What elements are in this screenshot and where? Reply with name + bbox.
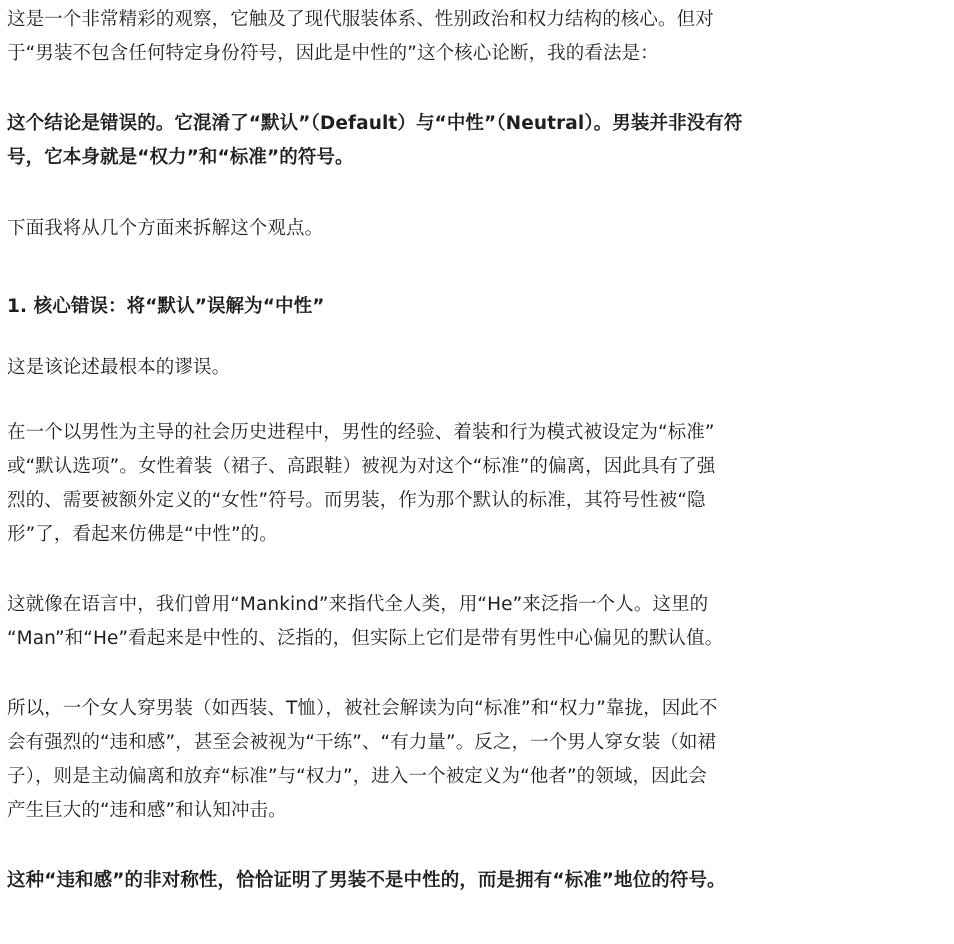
text-line: 这是一个非常精彩的观察，它触及了现代服装体系、性别政治和权力结构的核心。但对 (7, 9, 714, 30)
language-paragraph (7, 588, 723, 656)
text-line: 这就像在语言中，我们曾用“Mankind”来指代全人类，用“He”来泛指一个人。这里的 (7, 594, 709, 615)
text-line: “Man”和“He”看起来是中性的、泛指的，但实际上它们是带有男性中心偏见的默认值。 (7, 628, 724, 649)
text-line: 形”了，看起来仿佛是“中性”的。 (7, 524, 278, 545)
intro-paragraph (7, 3, 714, 71)
text-line: 烈的、需要被额外定义的“女性”符号。而男装，作为那个默认的标准，其符号性被“隐 (7, 490, 706, 511)
conclusion-paragraph (7, 864, 726, 898)
text-line: 这个结论是错误的。它混淆了“默认”（Default）与“中性”（Neutral）。男装并非没有符 (7, 113, 743, 134)
text-line: 这种“违和感”的非对称性，恰恰证明了男装不是中性的，而是拥有“标准”地位的符号。 (7, 870, 726, 891)
text-line: 号，它本身就是“权力”和“标准”的符号。 (7, 147, 354, 168)
text-line: 子），则是主动偏离和放弃“标准”与“权力”，进入一个被定义为“他者”的领域，因此会 (7, 766, 707, 787)
text-line: 下面我将从几个方面来拆解这个观点。 (7, 218, 324, 239)
text-line: 产生巨大的“违和感”和认知冲击。 (7, 800, 287, 821)
thesis-paragraph (7, 107, 742, 175)
text-line: 会有强烈的“违和感”，甚至会被视为“干练”、“有力量”。反之，一个男人穿女装（如裙 (7, 732, 717, 753)
asymmetry-paragraph (7, 692, 718, 828)
text-line: 1. 核心错误：将“默认”误解为“中性” (7, 296, 325, 317)
fallacy-paragraph (7, 351, 230, 385)
text-line: 于“男装不包含任何特定身份符号，因此是中性的”这个核心论断，我的看法是： (7, 43, 659, 64)
text-line: 所以，一个女人穿男装（如西装、T恤），被社会解读为向“标准”和“权力”靠拢，因此不 (7, 698, 718, 719)
history-paragraph (7, 416, 715, 552)
text-line: 这是该论述最根本的谬误。 (7, 357, 231, 378)
text-line: 或“默认选项”。女性着装（裙子、高跟鞋）被视为对这个“标准”的偏离，因此具有了强 (7, 456, 716, 477)
section-heading (7, 290, 324, 324)
text-line: 在一个以男性为主导的社会历史进程中，男性的经验、着装和行为模式被设定为“标准” (7, 422, 715, 443)
transition-paragraph (7, 212, 323, 246)
